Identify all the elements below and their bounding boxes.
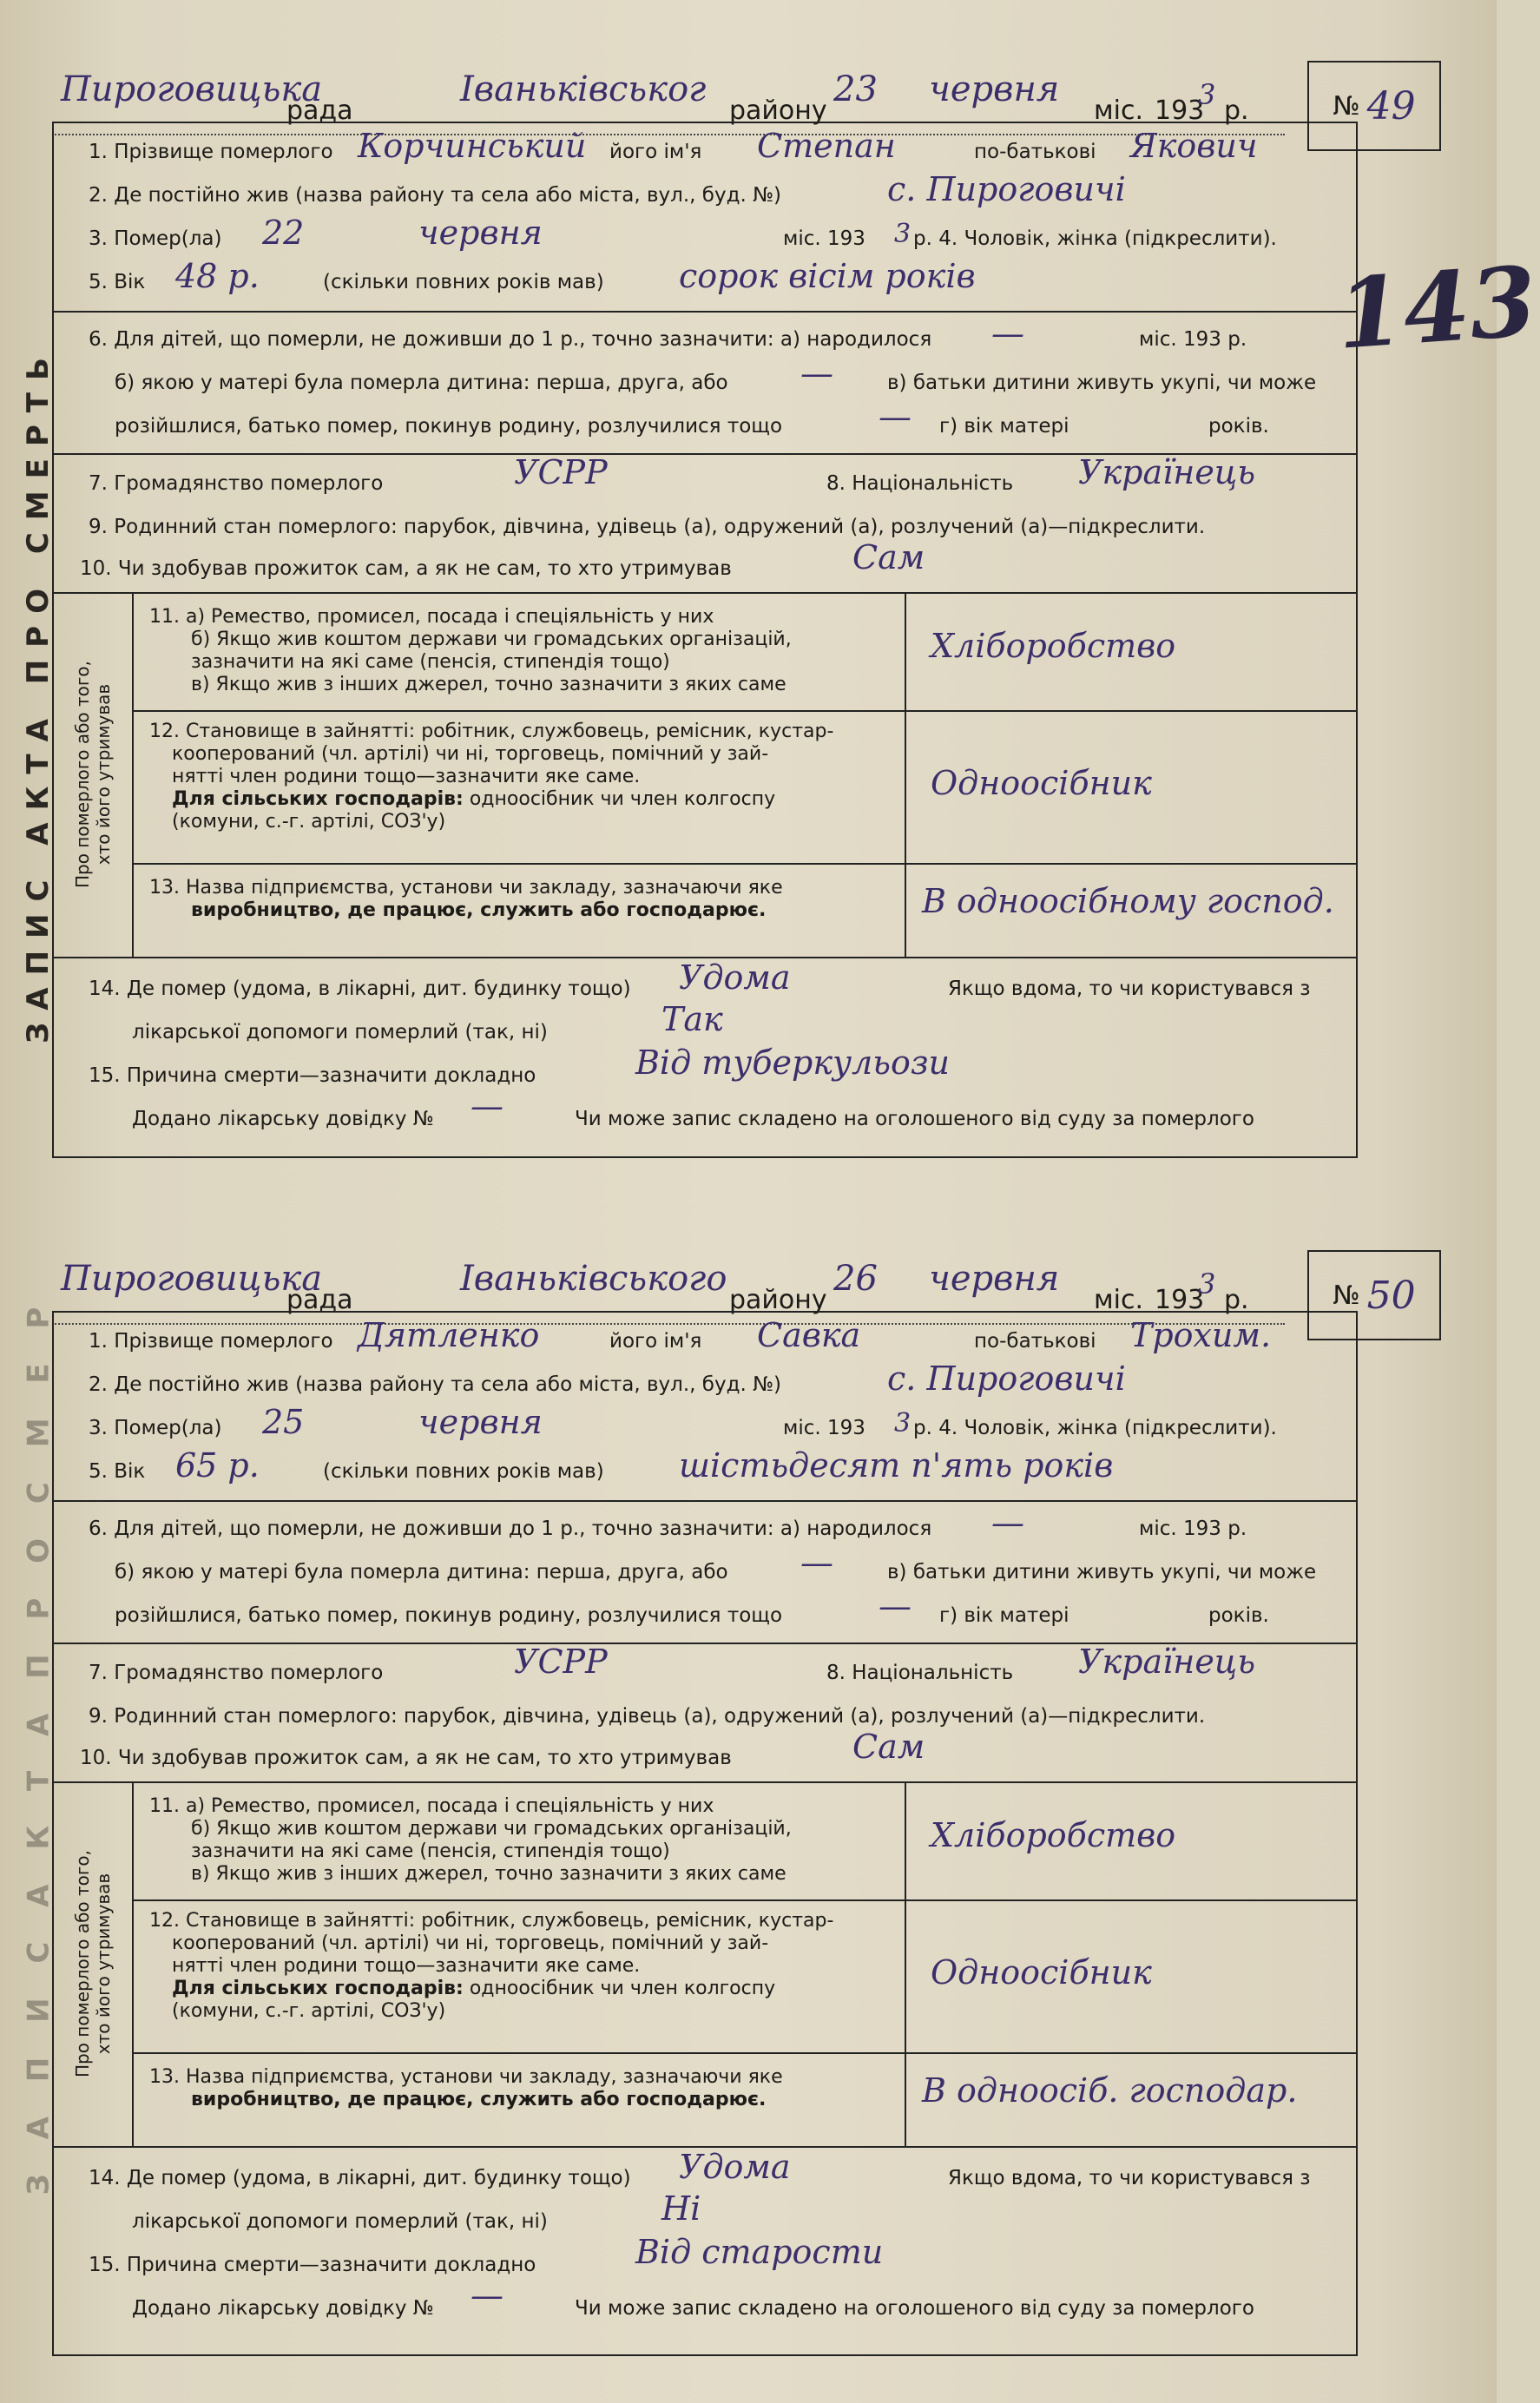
value-born: — [991,314,1024,352]
label-children: 6. Для дітей, що померли, не доживши до 1 р., точно зазначити: а) народилося [89,328,932,351]
label-sex: р. 4. Чоловік, жінка (підкреслити). [913,227,1277,250]
rada-label: рада [286,1285,353,1315]
value-surname: Дятленко [358,1316,540,1354]
label-residence: 2. Де постійно жив (назва району та села або міста, вул., буд. №) [89,184,781,207]
label-nationality: 8. Національність [826,472,1014,495]
label-death-mis: міс. 193 [783,1417,865,1439]
label-first-name: його ім'я [609,141,702,163]
value-age-words: шістьдесят п'ять років [679,1446,1114,1485]
occupation-side-label: Про померлого або того, хто його утримував [72,1849,114,2078]
value-born: — [991,1504,1024,1542]
answer-divider [905,1781,906,2146]
separator [54,592,1356,594]
year-prefix: 193 [1155,1285,1205,1315]
value-citizenship: УСРР [514,453,608,491]
value-nationality: Українець [1078,1643,1256,1681]
record-frame [52,1311,1358,2356]
mis-label: міс. [1094,1285,1143,1315]
label-if-home: Якщо вдома, то чи користувався з [948,978,1311,1000]
value-age: 48 р. [175,257,260,295]
label-age: 5. Вік [89,1460,146,1483]
value-age: 65 р. [175,1446,260,1485]
separator [54,1500,1356,1502]
answer-divider [905,592,906,957]
value-certificate: — [471,2276,503,2314]
label-cause: 15. Причина смерти—зазначити докладно [89,1064,536,1087]
label-medical: лікарської допомоги померлий (так, ні) [132,1021,548,1043]
record-number: 50 [1366,1273,1416,1318]
raion-label: району [729,1285,827,1315]
label-support: 10. Чи здобував прожиток сам, а як не сам, то хто утримував [80,557,732,580]
label-family: розійшлися, батько помер, покинув родину, розлучилися тощо [115,415,783,438]
label-employment: 12. Становище в зайнятті: робітник, службовець, ремісник, кустар- кооперований (чл. артілі) чи ні, торговець, помічний у зай- нятті член родини тощо—зазначити яке саме. Для сільських господарів: одноосібник чи член колгоспу (комуни, с.-г. артілі, СОЗ'у) [149,721,834,833]
value-place: Удома [679,958,791,997]
value-trade: Хліборобство [931,627,1176,665]
record-number: 49 [1366,83,1416,128]
value-support: Сам [852,538,925,576]
record-day: 26 [833,1259,878,1299]
council-name: Пироговицька [61,1259,323,1299]
separator [54,311,1356,313]
label-support: 10. Чи здобував прожиток сам, а як не сам, то хто утримував [80,1747,732,1769]
label-marital: 9. Родинний стан померлого: парубок, дівчина, удівець (а), одружений (а), розлучений (а)—підкреслити. [89,1705,1206,1728]
label-parents: в) батьки дитини живуть укупі, чи може [887,1561,1317,1583]
raion-label: району [729,95,827,126]
label-place: 14. Де помер (удома, в лікарні, дит. будинку тощо) [89,2167,631,2189]
value-death-year: 3 [894,1408,911,1439]
label-certificate: Додано лікарську довідку № [132,1108,434,1130]
label-sex: р. 4. Чоловік, жінка (підкреслити). [913,1417,1277,1439]
value-child-order: — [800,354,833,392]
value-patronymic: Трохим. [1130,1316,1272,1354]
value-employment: Одноосібник [931,1953,1152,1992]
margin-note: 143 [1333,245,1540,371]
label-trade: 11. а) Ремество, промисел, посада і спеціяльність у них б) Якщо жив коштом держави чи громадських організацій, зазначити на які саме (пенсія, стипендія тощо) в) Якщо жив з інших джерел, точно зазначити з яких саме [149,606,792,695]
label-residence: 2. Де постійно жив (назва району та села або міста, вул., буд. №) [89,1373,781,1396]
label-children: 6. Для дітей, що померли, не доживши до 1 р., точно зазначити: а) народилося [89,1518,932,1540]
value-cause: Від старости [635,2233,884,2271]
label-first-name: його ім'я [609,1330,702,1353]
side-title-partial: З А П И С А К Т А П Р О С М Е Р [21,1294,56,2196]
label-court: Чи може запис складено на оголошеного від суду за померлого [575,2297,1254,2320]
label-workplace: 13. Назва підприємства, установи чи закладу, зазначаючи яке виробництво, де працює, служить або господарює. [149,2066,783,2110]
value-medical: Так [661,1000,723,1038]
value-surname: Корчинський [358,127,587,165]
label-place: 14. Де помер (удома, в лікарні, дит. будинку тощо) [89,978,631,1000]
value-workplace: В одноосібному господ. [922,882,1334,920]
label-citizenship: 7. Громадянство померлого [89,472,384,495]
label-age-full: (скільки повних років мав) [323,1460,604,1483]
value-death-year: 3 [894,219,911,249]
value-patronymic: Якович [1130,127,1258,165]
rada-label: рада [286,95,353,126]
number-sign: № [1333,1280,1360,1311]
mis-label: міс. [1094,95,1143,126]
r-label: р. [1224,1285,1249,1315]
record-month: червня [929,1259,1060,1299]
label-court: Чи може запис складено на оголошеного від суду за померлого [575,1108,1254,1130]
value-parents: — [879,1587,911,1625]
separator [132,863,1356,865]
value-medical: Ні [661,2189,701,2228]
value-first-name: Савка [757,1316,861,1354]
label-if-home: Якщо вдома, то чи користувався з [948,2167,1311,2189]
value-death-day: 25 [262,1403,305,1441]
value-age-words: сорок вісім років [679,257,976,295]
value-cause: Від туберкульози [635,1043,951,1082]
side-title: ЗАПИС АКТА ПРО СМЕРТЬ [21,346,56,1043]
separator [132,2052,1356,2054]
label-child-order: б) якою у матері була померла дитина: перша, друга, або [115,372,728,394]
value-trade: Хліборобство [931,1816,1176,1854]
record-year: 3 [1198,1267,1216,1300]
number-sign: № [1333,90,1360,122]
label-citizenship: 7. Громадянство померлого [89,1662,384,1684]
value-death-day: 22 [262,214,305,252]
label-nationality: 8. Національність [826,1662,1014,1684]
occupation-divider [132,1781,134,2146]
year-prefix: 193 [1155,95,1205,126]
label-parents: в) батьки дитини живуть укупі, чи може [887,372,1317,394]
value-workplace: В одноосіб. господар. [922,2071,1298,2110]
label-trade: 11. а) Ремество, промисел, посада і спеціяльність у них б) Якщо жив коштом держави чи громадських організацій, зазначити на які саме (пенсія, стипендія тощо) в) Якщо жив з інших джерел, точно зазначити з яких саме [149,1795,792,1885]
value-parents: — [879,398,911,436]
label-medical: лікарської допомоги померлий (так, ні) [132,2210,548,2233]
label-employment: 12. Становище в зайнятті: робітник, службовець, ремісник, кустар- кооперований (чл. артілі) чи ні, торговець, помічний у зай- нятті член родини тощо—зазначити яке саме. Для сільських господарів: одноосібник чи член колгоспу (комуни, с.-г. артілі, СОЗ'у) [149,1910,834,2022]
label-born-date: міс. 193 р. [1139,328,1247,351]
value-first-name: Степан [757,127,896,165]
label-death-mis: міс. 193 [783,227,865,250]
label-child-order: б) якою у матері була померла дитина: перша, друга, або [115,1561,728,1583]
label-mother-age: г) вік матері [939,1604,1069,1627]
label-workplace: 13. Назва підприємства, установи чи закладу, зазначаючи яке виробництво, де працює, служить або господарює. [149,877,783,921]
council-name: Пироговицька [61,69,323,109]
value-nationality: Українець [1078,453,1256,491]
label-family: розійшлися, батько помер, покинув родину, розлучилися тощо [115,1604,783,1627]
separator [132,1899,1356,1901]
value-residence: с. Пироговичі [887,1360,1126,1398]
label-patronymic: по-батькові [974,141,1096,163]
label-years: років. [1208,415,1269,438]
value-employment: Одноосібник [931,764,1152,802]
label-born-date: міс. 193 р. [1139,1518,1247,1540]
label-age-full: (скільки повних років мав) [323,271,604,293]
occupation-divider [132,592,134,957]
label-died: 3. Помер(ла) [89,227,222,250]
label-years: років. [1208,1604,1269,1627]
value-child-order: — [800,1544,833,1582]
death-record [52,61,1540,1155]
label-cause: 15. Причина смерти—зазначити докладно [89,2254,536,2276]
separator [132,710,1356,712]
label-mother-age: г) вік матері [939,415,1069,438]
label-died: 3. Помер(ла) [89,1417,222,1439]
r-label: р. [1224,95,1249,126]
label-certificate: Додано лікарську довідку № [132,2297,434,2320]
value-support: Сам [852,1728,925,1766]
death-record [52,1250,1441,2353]
label-marital: 9. Родинний стан померлого: парубок, дівчина, удівець (а), одружений (а), розлучений (а)—підкреслити. [89,516,1206,538]
record-year: 3 [1198,78,1216,111]
label-age: 5. Вік [89,271,146,293]
record-frame [52,122,1358,1158]
record-day: 23 [833,69,878,109]
separator [54,1781,1356,1783]
label-surname: 1. Прізвище померлого [89,1330,333,1353]
value-death-month: червня [418,214,543,252]
value-death-month: червня [418,1403,543,1441]
district-name: Іваньківського [460,1259,727,1299]
value-certificate: — [471,1087,503,1125]
label-patronymic: по-батькові [974,1330,1096,1353]
value-residence: с. Пироговичі [887,170,1126,208]
label-surname: 1. Прізвище померлого [89,141,333,163]
record-month: червня [929,69,1060,109]
value-citizenship: УСРР [514,1643,608,1681]
occupation-side-label: Про померлого або того, хто його утримував [72,660,114,889]
value-place: Удома [679,2148,791,2186]
district-name: Іваньківськог [460,69,707,109]
